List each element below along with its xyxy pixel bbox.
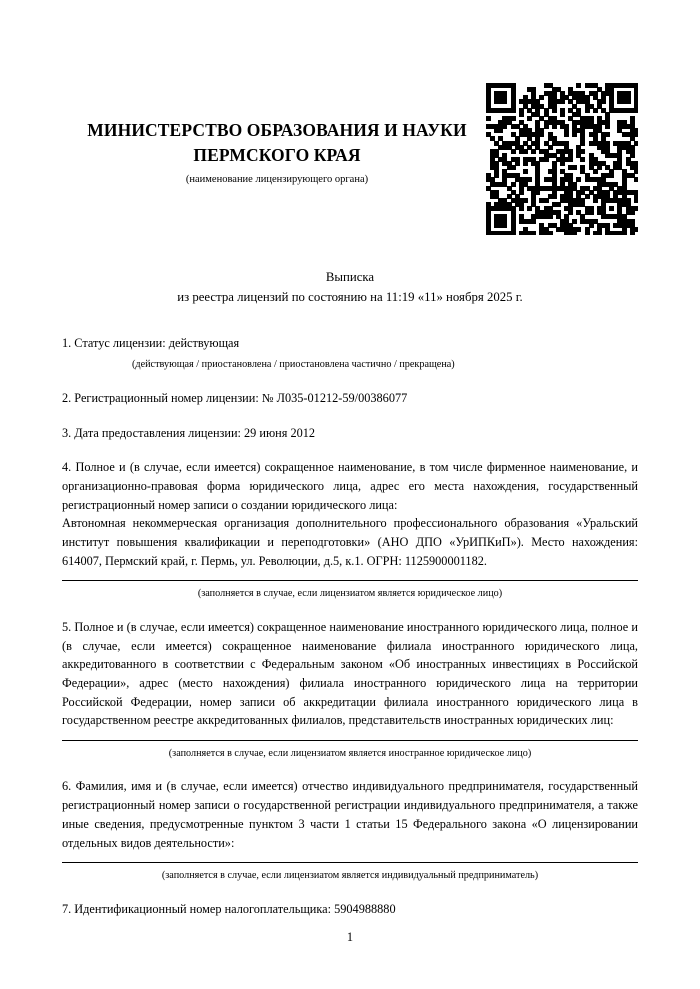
item-inn bbox=[62, 900, 638, 919]
divider-legal-entity bbox=[62, 580, 638, 581]
item-status-note: (действующая / приостановлена / приостановлена частично / прекращена) bbox=[132, 359, 455, 371]
item-status bbox=[62, 334, 638, 373]
organization-caption: (наименование лицензирующего органа) bbox=[185, 173, 369, 185]
page-number: 1 bbox=[346, 930, 354, 944]
item-foreign-entity-text: 5. Полное и (в случае, если имеется) сокращенное наименование иностранного юридического лица, полное и (в случае, если имеется) сокращенное наименование филиала иностранного юридического лица, аккредитованного в соответствии с Федеральным законом «Об иностранных инвестициях в Российской Федерации», адрес (место нахождения) филиала иностранного юридического лица на территории Российской Федерации, номер записи об аккредитации филиала иностранного юридического лица в государственном реестре аккредитованных филиалов, представительств иностранных юридических лиц: bbox=[62, 619, 638, 728]
item-foreign-entity-note: (заполняется в случае, если лицензиатом является иностранное юридическое лицо) bbox=[168, 747, 532, 759]
divider-foreign-entity bbox=[62, 740, 638, 741]
document-body bbox=[62, 334, 638, 919]
organization-name-line-2: ПЕРМСКОГО КРАЯ bbox=[193, 144, 361, 165]
document-title bbox=[62, 267, 638, 308]
item-legal-entity-note: (заполняется в случае, если лицензиатом является юридическое лицо) bbox=[197, 588, 503, 600]
item-inn-text: 7. Идентификационный номер налогоплательщика: 5904988880 bbox=[62, 901, 396, 916]
qr-code bbox=[486, 83, 638, 235]
item-status-text: 1. Статус лицензии: действующая bbox=[62, 335, 240, 350]
qr-code-canvas bbox=[486, 83, 638, 235]
document-header bbox=[62, 0, 492, 185]
item-foreign-entity bbox=[62, 618, 638, 762]
item-legal-entity bbox=[62, 458, 638, 602]
item-reg-number bbox=[62, 389, 638, 408]
item-issue-date-text: 3. Дата предоставления лицензии: 29 июня 2012 bbox=[62, 425, 316, 440]
item-reg-number-text: 2. Регистрационный номер лицензии: № Л035-01212-59/00386077 bbox=[62, 390, 408, 405]
item-issue-date bbox=[62, 424, 638, 443]
title-line-2: из реестра лицензий по состоянию на 11:19 «11» ноября 2025 г. bbox=[177, 290, 523, 305]
title-line-1: Выписка bbox=[325, 269, 375, 284]
item-individual-entrepreneur-note: (заполняется в случае, если лицензиатом является индивидуальный предприниматель) bbox=[161, 870, 539, 882]
divider-individual-entrepreneur bbox=[62, 862, 638, 863]
organization-name-line-1: МИНИСТЕРСТВО ОБРАЗОВАНИЯ И НАУКИ bbox=[87, 120, 467, 140]
item-legal-entity-value: Автономная некоммерческая организация дополнительного профессионального образования «Уральский институт повышения квалификации и переподготовки» (АНО ДПО «УрИПКиП»). Место нахождения: 614007, Пермский край, г. Пермь, ул. Революции, д.5, к.1. ОГРН: 1125900001182. bbox=[62, 516, 638, 568]
item-individual-entrepreneur-text: 6. Фамилия, имя и (в случае, если имеется) отчество индивидуального предпринимателя, государственный регистрационный номер записи о государственной регистрации индивидуального предпринимателя, а также иные сведения, предусмотренные пунктом 3 части 1 статьи 15 Федерального закона «О лицензировании отдельных видов деятельности»: bbox=[62, 779, 638, 850]
item-legal-entity-text: 4. Полное и (в случае, если имеется) сокращенное наименование, в том числе фирменное наименование, и организационно-правовая форма юридического лица, адрес его места нахождения, государственный регистрационный номер записи о создании юридического лица: bbox=[62, 460, 638, 512]
item-individual-entrepreneur bbox=[62, 777, 638, 883]
